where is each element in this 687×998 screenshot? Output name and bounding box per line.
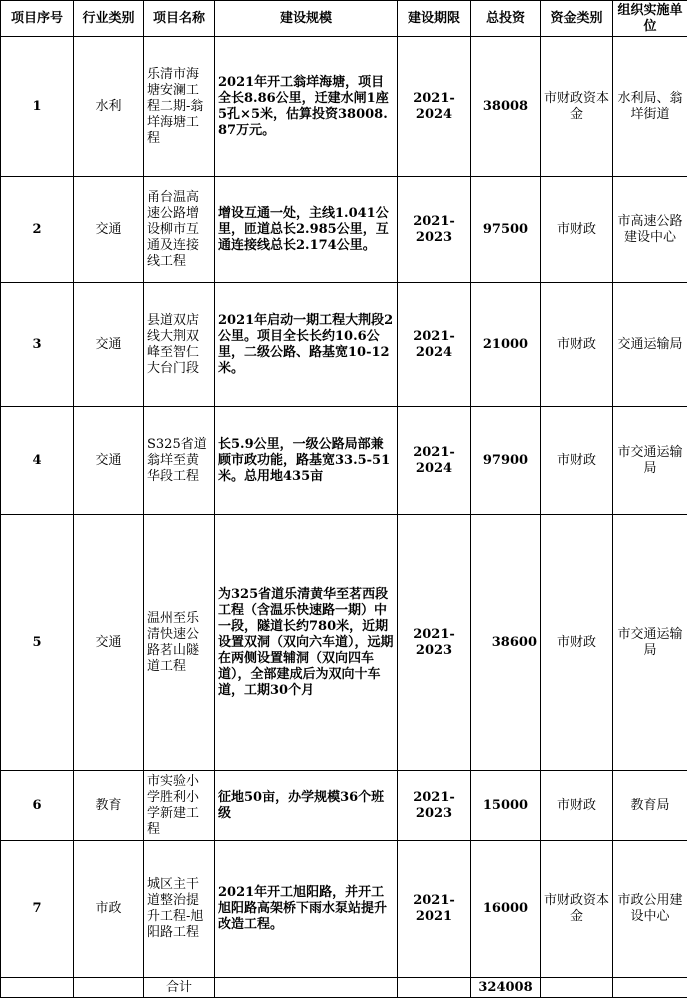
cell-no: 5 bbox=[1, 515, 74, 771]
header-fund: 资金类别 bbox=[541, 1, 613, 37]
cell-scope: 2021年启动一期工程大荆段2公里。项目全长长约10.6公里，二级公路、路基宽10-12米。 bbox=[215, 283, 398, 407]
cell-no: 6 bbox=[1, 771, 74, 841]
table-row bbox=[1, 841, 687, 978]
cell-no: 4 bbox=[1, 407, 74, 515]
cell-org: 交通运输局 bbox=[613, 283, 687, 407]
cell-name: 甬台温高速公路增设柳市互通及连接线工程 bbox=[144, 177, 215, 283]
total-empty bbox=[541, 978, 613, 998]
cell-category: 交通 bbox=[74, 177, 144, 283]
cell-category: 交通 bbox=[74, 407, 144, 515]
table-row bbox=[1, 407, 687, 515]
cell-scope: 2021年开工翁垟海塘，项目全长8.86公里，迁建水闸1座5孔×5米，估算投资38008.87万元。 bbox=[215, 37, 398, 177]
cell-fund: 市财政 bbox=[541, 177, 613, 283]
cell-name: 温州至乐清快速公路茗山隧道工程 bbox=[144, 515, 215, 771]
table-row bbox=[1, 283, 687, 407]
total-investment: 324008 bbox=[471, 978, 541, 998]
cell-period: 2021-2021 bbox=[398, 841, 471, 978]
cell-no: 3 bbox=[1, 283, 74, 407]
total-empty bbox=[74, 978, 144, 998]
cell-no: 2 bbox=[1, 177, 74, 283]
cell-category: 市政 bbox=[74, 841, 144, 978]
cell-org: 市高速公路建设中心 bbox=[613, 177, 687, 283]
cell-no: 1 bbox=[1, 37, 74, 177]
cell-investment: 38600 bbox=[471, 515, 541, 771]
cell-investment: 97500 bbox=[471, 177, 541, 283]
cell-category: 水利 bbox=[74, 37, 144, 177]
total-label: 合计 bbox=[144, 978, 215, 998]
total-empty bbox=[215, 978, 398, 998]
total-empty bbox=[613, 978, 687, 998]
header-scope: 建设规模 bbox=[215, 1, 398, 37]
cell-investment: 16000 bbox=[471, 841, 541, 978]
cell-scope: 长5.9公里，一级公路局部兼顾市政功能，路基宽33.5-51米。总用地435亩 bbox=[215, 407, 398, 515]
cell-no: 7 bbox=[1, 841, 74, 978]
total-row bbox=[1, 978, 687, 998]
cell-category: 交通 bbox=[74, 283, 144, 407]
table-row bbox=[1, 515, 687, 771]
cell-name: 城区主干道整治提升工程-旭阳路工程 bbox=[144, 841, 215, 978]
cell-scope: 增设互通一处，主线1.041公里，匝道总长2.985公里，互通连接线总长2.174公里。 bbox=[215, 177, 398, 283]
cell-name: 乐清市海塘安澜工程二期-翁垟海塘工程 bbox=[144, 37, 215, 177]
cell-fund: 市财政资本金 bbox=[541, 841, 613, 978]
cell-name: 市实验小学胜利小学新建工程 bbox=[144, 771, 215, 841]
cell-fund: 市财政 bbox=[541, 515, 613, 771]
header-category: 行业类别 bbox=[74, 1, 144, 37]
cell-category: 交通 bbox=[74, 515, 144, 771]
header-name: 项目名称 bbox=[144, 1, 215, 37]
cell-fund: 市财政 bbox=[541, 283, 613, 407]
cell-scope: 2021年开工旭阳路，并开工旭阳路高架桥下雨水泵站提升改造工程。 bbox=[215, 841, 398, 978]
table-row bbox=[1, 771, 687, 841]
cell-period: 2021-2023 bbox=[398, 177, 471, 283]
cell-fund: 市财政资本金 bbox=[541, 37, 613, 177]
cell-category: 教育 bbox=[74, 771, 144, 841]
cell-investment: 38008 bbox=[471, 37, 541, 177]
header-period: 建设期限 bbox=[398, 1, 471, 37]
cell-org: 水利局、翁垟街道 bbox=[613, 37, 687, 177]
cell-scope: 为325省道乐清黄华至茗西段工程（含温乐快速路一期）中一段，隧道长约780米，近期设置双洞（双向六车道），远期在两侧设置辅洞（双向四车道），全部建成后为双向十车道，工期30个月 bbox=[215, 515, 398, 771]
cell-org: 教育局 bbox=[613, 771, 687, 841]
cell-period: 2021-2023 bbox=[398, 515, 471, 771]
total-empty bbox=[398, 978, 471, 998]
cell-name: 县道双店线大荆双峰至智仁大台门段 bbox=[144, 283, 215, 407]
cell-name: S325省道翁垟至黄华段工程 bbox=[144, 407, 215, 515]
header-row bbox=[1, 1, 687, 37]
cell-fund: 市财政 bbox=[541, 407, 613, 515]
cell-period: 2021-2024 bbox=[398, 37, 471, 177]
cell-period: 2021-2023 bbox=[398, 771, 471, 841]
cell-org: 市政公用建设中心 bbox=[613, 841, 687, 978]
cell-period: 2021-2024 bbox=[398, 283, 471, 407]
cell-org: 市交通运输局 bbox=[613, 515, 687, 771]
cell-org: 市交通运输局 bbox=[613, 407, 687, 515]
cell-scope: 征地50亩，办学规模36个班级 bbox=[215, 771, 398, 841]
cell-fund: 市财政 bbox=[541, 771, 613, 841]
table-row bbox=[1, 37, 687, 177]
total-empty bbox=[1, 978, 74, 998]
header-investment: 总投资 bbox=[471, 1, 541, 37]
header-no: 项目序号 bbox=[1, 1, 74, 37]
cell-period: 2021-2024 bbox=[398, 407, 471, 515]
cell-investment: 21000 bbox=[471, 283, 541, 407]
cell-investment: 15000 bbox=[471, 771, 541, 841]
header-org: 组织实施单位 bbox=[613, 1, 687, 37]
table-row bbox=[1, 177, 687, 283]
cell-investment: 97900 bbox=[471, 407, 541, 515]
